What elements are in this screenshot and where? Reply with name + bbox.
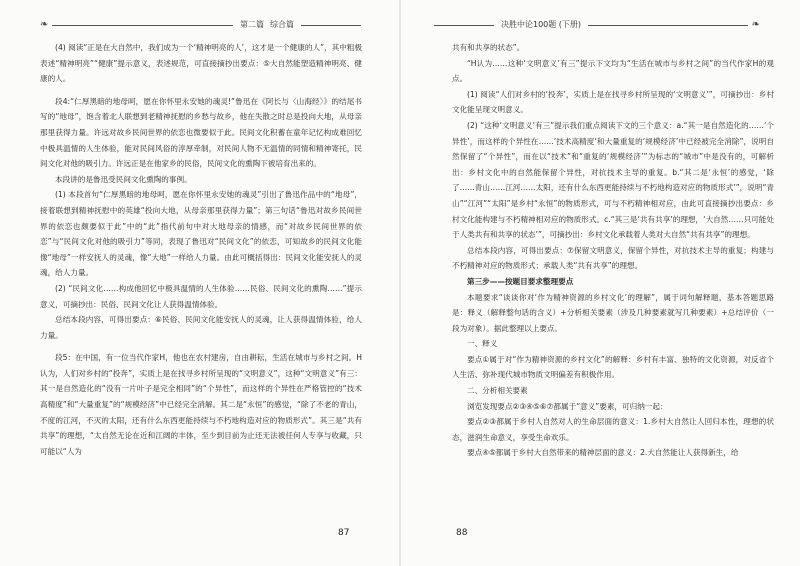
paragraph: (1) 本段首句“仁厚黑暗的地母呵，愿在你怀里永安她的魂灵”引出了鲁迅作品中的“地母”，接着联想到精神抚慰中的英雄“投向大地，从母亲那里获得力量”；第三句话“鲁迅对故乡民间世界的依恋也颇要似于此”中的“此”指代前句中对大地母亲的情感，而“对故乡民间世界的依恋”与“民间文化对他的吸引力”等同，表现了鲁迅对“民间文化”的依恋，可知故乡的民间文化能像“地母”一样安抚人的灵魂，像“大地”一样给人力量。由此可概括得出：民间文化能安抚人的灵魂，给人力量。 (40, 190, 362, 278)
paragraph: “H认为……这种‘文明意义’有三”提示下文均为“生活在城市与乡村之间”的当代作家H的观点。 (452, 58, 774, 84)
page-number: 88 (456, 528, 468, 538)
paragraph: (2) “这种‘文明意义’有三”提示我们重点阅读下文的三个意义：a.“其一是自然造化的……‘个异性’，而这样的个异性在……‘技术高精度’和大量重复的‘规模经济’中已经被完全消除”，说明自然保留了“个异性”，而在以“技术”和“重复的‘规模经济’”为标志的“城市”中是没有的，可解析出：乡村文化中的自然能保留个异性，对抗技术主导的重复。b.“其二是‘永恒’的感觉，‘除了……青山……江河……太阳，还有什么东西更能持续与不朽地构造对应的物质形式’”，说明“青山”“江河”“太阳”是乡村“永恒”的物质形式，可与不朽精神相对应，由此可直接摘抄出要点：乡村文化能构建与不朽精神相对应的物质形式。c.“其三是‘共有共享’的理想，‘大自然……只可能处于人类共有和共享的状态’”，可摘抄出：乡村文化承载着人类对大自然“共有共享”的理想。 (452, 120, 774, 240)
subheading: 一、释义 (467, 339, 498, 349)
paragraph: 总结本段内容，可得出要点：⑥民俗、民间文化能安抚人的灵魂，让人获得温情体验，给人力量。 (40, 315, 362, 340)
left-page-body (40, 40, 362, 459)
running-header-right (430, 18, 760, 32)
paragraph: 浏览发现要点②③④⑤⑥⑦都属于“意义”要素，可归纳一起： (467, 401, 668, 411)
header-book-title: 决胜中论100题 (下册) (501, 20, 582, 29)
paragraph: 段4:“仁厚黑暗的地母呵，愿在你怀里永安她的魂灵!”鲁迅在《阿长与〈山海经〉》的结尾书写的“地母”，饱含着北人联想到老精神抚慰的乡愁与故乡，他在失散之时总是投向大地，从母亲那里获得力量。许远对故乡民间世界的依恋也微要似于此。民间文化积蓄在童年记忆构成难回忆中极具温情的人生体验，能对民间风俗的淳厚牵制，对民间人物不无温情的同情和精神寄托，民间文化对他的吸引力。许远正是在他家乡的民俗，民间文化的熏陶下被培育出来的。 (40, 96, 362, 169)
paragraph: 要点①属于对“作为精神资源的乡村文化”的解释：乡村有丰富、独特的文化资源，对反省个人生活、弥补现代城市物质文明偏差有积极作用。 (452, 354, 774, 380)
right-page (400, 0, 800, 566)
paragraph: (1) 阅读“人们对乡村的‘投奔’，实质上是在找寻乡村所呈现的‘文明意义’”，可摘抄出：乡村文化能呈现文明意义。 (452, 89, 774, 115)
paragraph: 要点④⑤都属于乡村大自然带来的精神层面的意义：2.大自然能让人获得新生，给 (467, 448, 739, 458)
running-header-left (40, 18, 365, 32)
header-rule (52, 25, 233, 26)
subheading: 二、分析相关要素 (467, 386, 528, 396)
header-rule (434, 25, 494, 26)
step-heading: 第三步——按题目要求整理要点 (467, 276, 574, 286)
paragraph: 本段讲的是鲁迅受民间文化熏陶的事例。 (55, 174, 192, 184)
paragraph: 本题要求“谈谈你对‘作为精神资源的乡村文化’的理解”，属于词句解释题，基本答题思路是：释义（解释整句话的含义）+分析相关要素（涉及几种要素就写几种要素）+总结评价（一段为对象）。据此整理以上要点。 (452, 292, 774, 333)
paragraph: (4) 阅读“正是在大自然中，我们成为一个‘精神明亮的人’，这才是一个健康的人”，其中粗极表述“精神明亮”“健康”提示意义，表述规范，可直接摘抄出要点：⑤大自然能塑造精神明亮、健康的人。 (40, 43, 362, 84)
paragraph: 要点②③都属于乡村人自然对人的生命层面的意义：1.乡村大自然让人回归本性，理想的状态，滋润生命意义，享受生命欢乐。 (452, 417, 774, 442)
header-ornament-icon: ❧ (40, 19, 49, 30)
paragraph: 段5：在中国，有一位当代作家H，他也在农村建房，自由耕耘，生活在城市与乡村之间。H认为，人们对乡村的“投奔”，实质上是在找寻乡村所呈现的“文明意义”，这种“文明意义”有三：其一是自然造化的“没有一片叶子是完全相同”的“个异性”，而这样的个异性在严格管控的“技术高精度”和“大量重复”的“规模经济”中已经完全消解。其二是“永恒”的感觉，“除了不老的青山，不度的江河，不灭的太阳，还有什么东西更能持续与不朽地构造对应的物质形式”。其三是“共有共享”的理想，“太自然无论在近和江阔的丰体，至少到目前为止还无法被任何人专享与收藏，只可能以“人为 (40, 353, 362, 456)
header-ornament-icon: ❧ (751, 19, 760, 30)
header-part: 第二篇 (240, 20, 264, 29)
paragraph: 总结本段内容，可得出要点：⑦保留文明意义，保留个异性，对抗技术主导的重复；构建与不朽精神对应的物质形式；承载人类“共有共享”的理想。 (452, 245, 774, 271)
header-rule (588, 25, 748, 26)
right-page-body (452, 40, 774, 461)
paragraph: (2) “民间文化……构成他回忆中极具温情的人生体验……民俗、民间文化的熏陶……”提示意义，可摘抄出：民俗、民间文化让人获得温情体验。 (40, 283, 362, 309)
header-section: 综合篇 (270, 20, 294, 29)
page-number: 87 (338, 528, 350, 538)
header-rule (301, 25, 361, 26)
paragraph: 共有和共享的状态”。 (452, 43, 525, 52)
